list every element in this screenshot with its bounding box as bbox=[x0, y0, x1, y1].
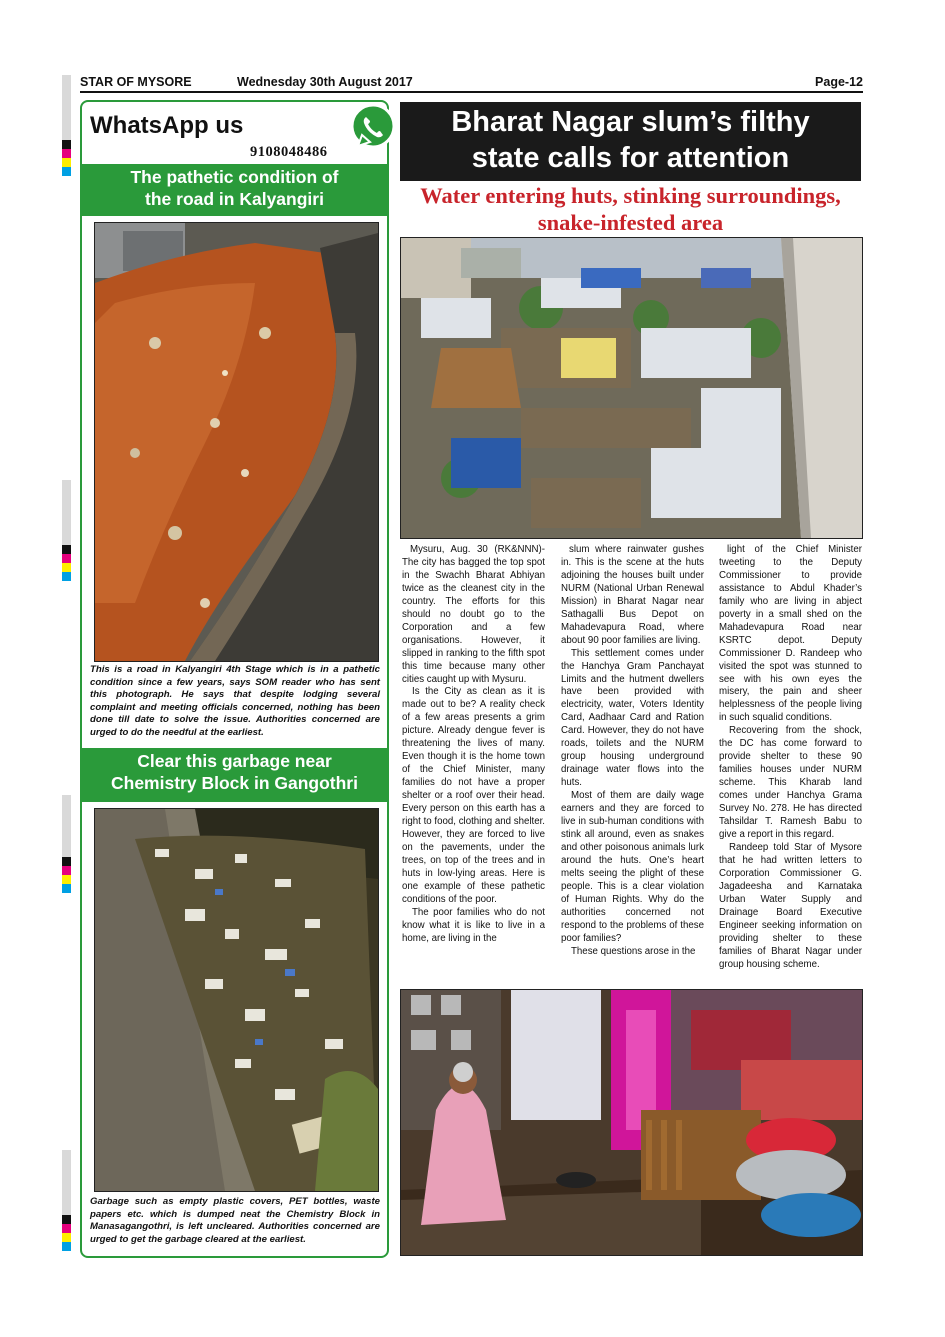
registration-mark bbox=[62, 857, 71, 893]
margin-bar bbox=[62, 1150, 71, 1215]
page-header bbox=[80, 75, 863, 93]
slum-photo-image bbox=[401, 238, 862, 538]
headline-line: Bharat Nagar slum’s filthy bbox=[451, 106, 810, 138]
road-photo-image bbox=[95, 223, 378, 661]
story-title-line: The pathetic condition of bbox=[130, 167, 339, 187]
main-headline bbox=[400, 102, 861, 181]
article-paragraph: Randeep told Star of Mysore that he had written letters to Corporation Commissioner G. Jagadeesha and Karnataka Urban Water Supply and Drainage Board Executive Engineer seeking information on providing shelter to these families of Bharat Nagar under group housing scheme. bbox=[719, 841, 862, 970]
kalyangiri-road-photo bbox=[94, 222, 379, 662]
subheadline bbox=[400, 182, 861, 236]
flooded-hut-photo bbox=[400, 989, 863, 1256]
story-title-line: Chemistry Block in Gangothri bbox=[111, 773, 358, 793]
margin-bar bbox=[62, 480, 71, 545]
garbage-caption: Garbage such as empty plastic covers, PET bottles, waste papers etc. which is dumped neat the Chemistry Block in Manasagangothri, is left uncleared. Authorities concerned are urged to get the garbage cleared at the earliest. bbox=[90, 1196, 380, 1245]
registration-mark bbox=[62, 1215, 71, 1251]
registration-mark bbox=[62, 545, 71, 581]
article-paragraph: slum where rainwater gushes in. This is the scene at the huts adjoining the houses built under NURM (National Urban Renewal Mission) in Bharat Nagar near Sathagalli Bus Depot on Mahadevapura Road, where about 90 poor families are living. bbox=[561, 544, 704, 646]
kalyangiri-caption: This is a road in Kalyangiri 4th Stage which is in a pathetic condition since a few years, says SOM reader who has sent this photograph. He says that despite lodging several complaint and meeting officials concerned, nothing has been done till date to solve the issue. Authorities concerned are urged to do the needful at the earliest. bbox=[90, 664, 380, 738]
slum-aerial-photo bbox=[400, 237, 863, 539]
margin-bar bbox=[62, 795, 71, 857]
article-paragraph: The poor families who do not know what it is like to live in a home, are living in the bbox=[402, 906, 545, 944]
issue-date: Wednesday 30th August 2017 bbox=[237, 75, 413, 89]
article-paragraph: light of the Chief Minister tweeting to the Deputy Commissioner to provide assistance to Abdul Khader’s family who are living in abject poverty in a small shed on the Mahadevapura Road near KSRTC depot. Deputy Commissioner D. Randeep who visited the spot was stunned to see with his own eyes the misery, the pain and sheer helplessness of the people living in such squalid conditions. bbox=[719, 544, 862, 724]
page-number: Page-12 bbox=[815, 75, 863, 89]
garbage-photo-image bbox=[95, 809, 378, 1191]
whatsapp-icon bbox=[348, 102, 398, 152]
subhead-line: Water entering huts, stinking surroundings, bbox=[420, 183, 841, 208]
story-title-line: Clear this garbage near bbox=[137, 751, 332, 771]
article-column-3 bbox=[719, 544, 862, 971]
whatsapp-phone: 9108048486 bbox=[250, 144, 328, 160]
article-column-1 bbox=[402, 544, 545, 946]
story-title-kalyangiri bbox=[82, 164, 387, 216]
whatsapp-section bbox=[80, 100, 389, 1258]
margin-bar bbox=[62, 75, 71, 140]
article-paragraph: These questions arose in the bbox=[571, 945, 696, 957]
subhead-line: snake-infested area bbox=[537, 210, 724, 235]
registration-mark bbox=[62, 140, 71, 176]
article-paragraph: Most of them are daily wage earners and they are forced to live in sub-human conditions with stink all around, even as snakes and other poisonous animals lurk around the huts. One’s heart melts seeing the plight of these people. This is a clear violation of Human Rights. Why do the authorities concerned not respond to the problems of these poor families? bbox=[561, 790, 704, 944]
article-paragraph: Mysuru, Aug. 30 (RK&NNN)- The city has bagged the top spot in the Swachh Bharat Abhiyan twice as the cleanest city in the country. The efforts for this should no doubt go to the Corporation and a few organisations. However, it slipped in ranking to the fifth spot this time because many other cities caught up with Mysuru. bbox=[402, 544, 545, 685]
article-paragraph: This settlement comes under the Hanchya Gram Panchayat Limits and the hutment dwellers have been provided with electricity, water, Voters Identity Card, Aadhaar Card and Ration Card. However, they do not have roads, toilets and the NURM group housing underground drainage water flows into the huts. bbox=[561, 647, 704, 789]
whatsapp-title: WhatsApp us bbox=[90, 112, 244, 139]
story-title-gangothri bbox=[82, 748, 387, 802]
headline-line: state calls for attention bbox=[471, 142, 790, 174]
garbage-photo bbox=[94, 808, 379, 1192]
article-column-2 bbox=[561, 544, 704, 959]
story-title-line: the road in Kalyangiri bbox=[145, 189, 324, 209]
newspaper-name: STAR OF MYSORE bbox=[80, 75, 192, 89]
article-paragraph: Is the City as clean as it is made out to be? A reality check of a few areas presents a grim picture. Already dengue fever is threatening the lives of many. Even though it is the home town of the Chief Minister, many families do not have a proper shelter or a roof over their head. Every person on this earth has a right to food, clothing and shelter. However, they are forced to live on the pavements, under the trees, on top of the trees and in huts in low-lying areas. Here is one example of these pathetic conditions of the poor. bbox=[402, 686, 545, 905]
article-paragraph: Recovering from the shock, the DC has come forward to provide shelter to these 90 families houses under NURM scheme. This Kharab land comes under Hanchya Grama Survey No. 278. He has directed Tahsildar T. Ramesh Babu to give a report in this regard. bbox=[719, 725, 862, 840]
hut-photo-image bbox=[401, 990, 862, 1255]
